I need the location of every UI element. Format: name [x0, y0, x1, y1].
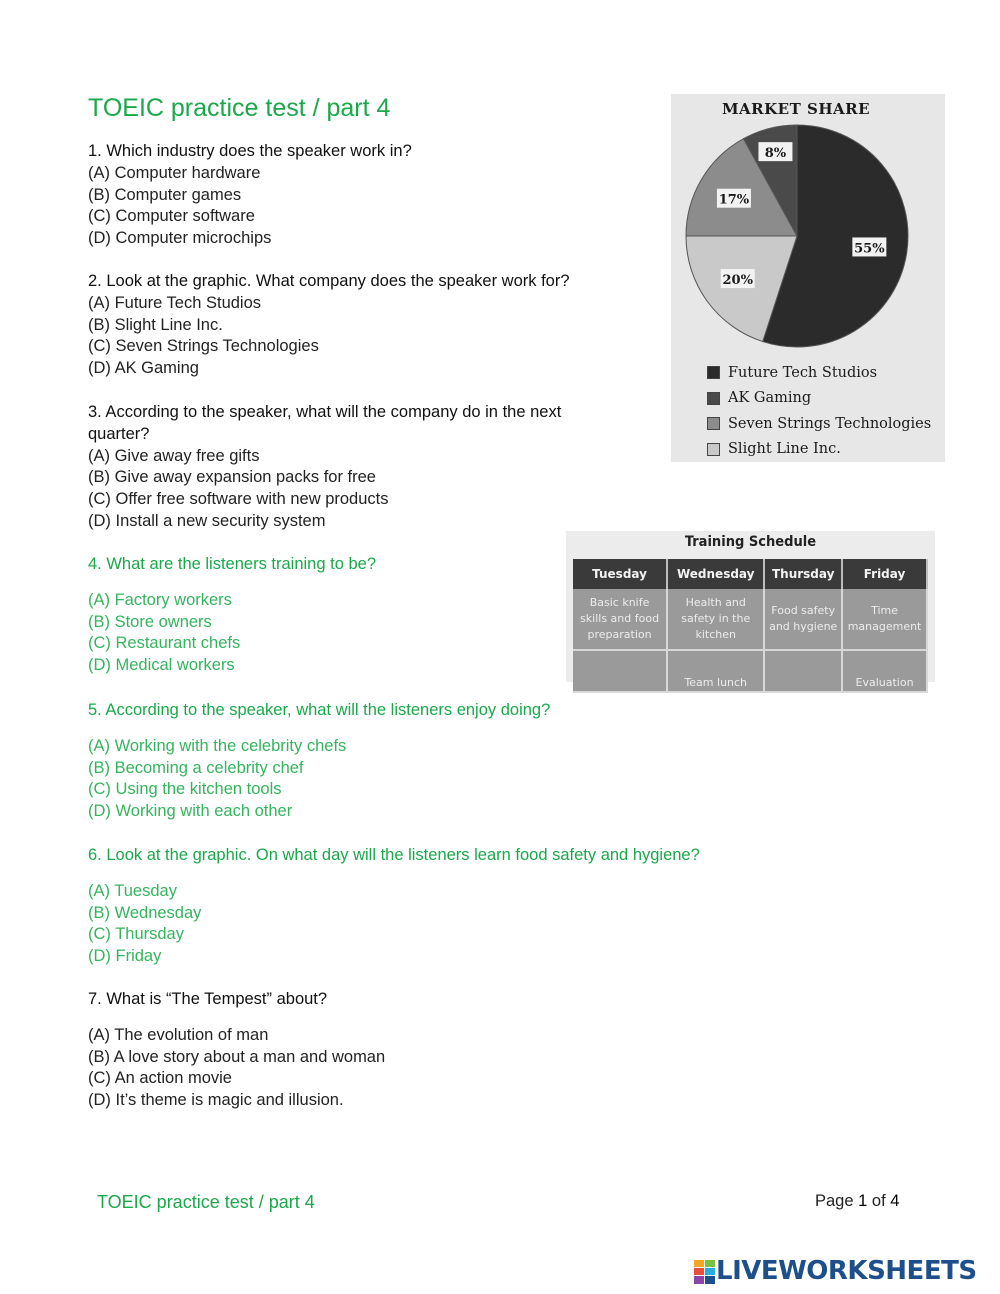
legend-item [707, 411, 931, 437]
brand-name: LIVEWORKSHEETS [716, 1256, 977, 1286]
answer-option[interactable]: (C) Restaurant chefs [88, 634, 241, 653]
answer-option[interactable]: (A) The evolution of man [88, 1025, 269, 1044]
question-7 [88, 989, 908, 1112]
answer-option[interactable]: (B) Wednesday [88, 903, 202, 922]
answer-option[interactable]: (B) A love story about a man and woman [88, 1047, 386, 1066]
schedule-header: Wednesday [667, 559, 764, 589]
question-2 [88, 271, 628, 380]
legend-label: Future Tech Studios [728, 364, 878, 381]
answer-option[interactable]: (B) Give away expansion packs for free [88, 468, 376, 487]
answer-option[interactable]: (D) It’s theme is magic and illusion. [88, 1091, 344, 1110]
answer-option[interactable]: (C) Offer free software with new products [88, 490, 389, 509]
answer-option[interactable]: (D) Install a new security system [88, 511, 326, 530]
answer-option[interactable]: (A) Factory workers [88, 590, 232, 609]
answer-option[interactable]: (D) Medical workers [88, 656, 235, 675]
question-stem: 6. Look at the graphic. On what day will the listeners learn food safety and hygiene? [88, 846, 700, 864]
answer-option[interactable]: (C) Seven Strings Technologies [88, 337, 319, 356]
question-3 [88, 402, 608, 533]
schedule-cell: Health and safety in the kitchen [667, 589, 764, 650]
pie-chart [671, 94, 945, 354]
liveworksheets-logo [694, 1256, 977, 1286]
schedule-header-row [573, 559, 927, 589]
answer-option[interactable]: (C) Using the kitchen tools [88, 780, 282, 799]
schedule-cell: Basic knife skills and food preparation [573, 589, 667, 650]
legend-label: AK Gaming [728, 390, 812, 407]
answer-option[interactable]: (C) Thursday [88, 925, 184, 944]
answer-option[interactable]: (B) Store owners [88, 612, 212, 631]
legend-label: Slight Line Inc. [728, 441, 841, 458]
page-number [815, 1192, 899, 1211]
question-1 [88, 141, 608, 250]
pie-value-label: 8% [764, 146, 787, 162]
answer-option[interactable]: (D) AK Gaming [88, 359, 199, 378]
answer-option[interactable]: (B) Computer games [88, 185, 242, 204]
question-stem: 5. According to the speaker, what will the listeners enjoy doing? [88, 701, 551, 719]
question-stem: 2. Look at the graphic. What company does the speaker work for? [88, 272, 570, 290]
question-6 [88, 845, 908, 968]
page-title: TOEIC practice test / part 4 [88, 94, 391, 122]
page-current: 1 [858, 1192, 868, 1210]
schedule-row [573, 589, 927, 650]
chart-title: MARKET SHARE [721, 100, 871, 118]
chart-legend [707, 360, 931, 462]
answer-option[interactable]: (A) Give away free gifts [88, 446, 260, 465]
page-total: 4 [890, 1192, 900, 1210]
schedule-title: Training Schedule [684, 534, 817, 550]
logo-icon [694, 1260, 714, 1282]
schedule-table [573, 559, 928, 693]
legend-swatch [707, 366, 720, 379]
page-word: Page [815, 1192, 854, 1210]
answer-option[interactable]: (A) Working with the celebrity chefs [88, 736, 347, 755]
legend-item [707, 360, 931, 386]
training-schedule [566, 531, 935, 689]
question-stem: 7. What is “The Tempest” about? [88, 990, 328, 1008]
question-stem: 3. According to the speaker, what will the company do in the next quarter? [88, 403, 562, 443]
question-stem: 4. What are the listeners training to be? [88, 555, 376, 573]
legend-swatch [707, 417, 720, 430]
answer-option[interactable]: (A) Future Tech Studios [88, 293, 262, 312]
legend-label: Seven Strings Technologies [728, 415, 932, 432]
pie-value-label: 17% [718, 192, 750, 208]
schedule-cell: Food safety and hygiene [764, 589, 842, 650]
answer-option[interactable]: (D) Working with each other [88, 802, 293, 821]
answer-option[interactable]: (D) Computer microchips [88, 229, 272, 248]
market-share-chart [671, 94, 945, 462]
answer-option[interactable]: (D) Friday [88, 947, 162, 966]
question-4 [88, 554, 548, 677]
question-5 [88, 700, 908, 823]
legend-swatch [707, 443, 720, 456]
pie-value-label: 55% [854, 241, 885, 257]
schedule-header: Tuesday [573, 559, 667, 589]
schedule-cell: Team lunch [667, 650, 764, 692]
answer-option[interactable]: (C) An action movie [88, 1069, 232, 1088]
answer-option[interactable]: (A) Tuesday [88, 881, 177, 900]
schedule-row [573, 650, 927, 692]
schedule-header: Friday [842, 559, 927, 589]
page-of: of [871, 1192, 886, 1210]
footer-title: TOEIC practice test / part 4 [97, 1192, 315, 1212]
question-stem: 1. Which industry does the speaker work in? [88, 142, 412, 160]
schedule-cell [764, 650, 842, 692]
answer-option[interactable]: (B) Slight Line Inc. [88, 315, 223, 334]
legend-swatch [707, 392, 720, 405]
schedule-cell: Evaluation [842, 650, 927, 692]
schedule-header: Thursday [764, 559, 842, 589]
schedule-cell: Time management [842, 589, 927, 650]
legend-item [707, 386, 931, 412]
legend-item [707, 437, 931, 463]
schedule-cell [573, 650, 667, 692]
answer-option[interactable]: (A) Computer hardware [88, 163, 261, 182]
answer-option[interactable]: (B) Becoming a celebrity chef [88, 758, 304, 777]
answer-option[interactable]: (C) Computer software [88, 207, 255, 226]
pie-value-label: 20% [722, 273, 753, 289]
